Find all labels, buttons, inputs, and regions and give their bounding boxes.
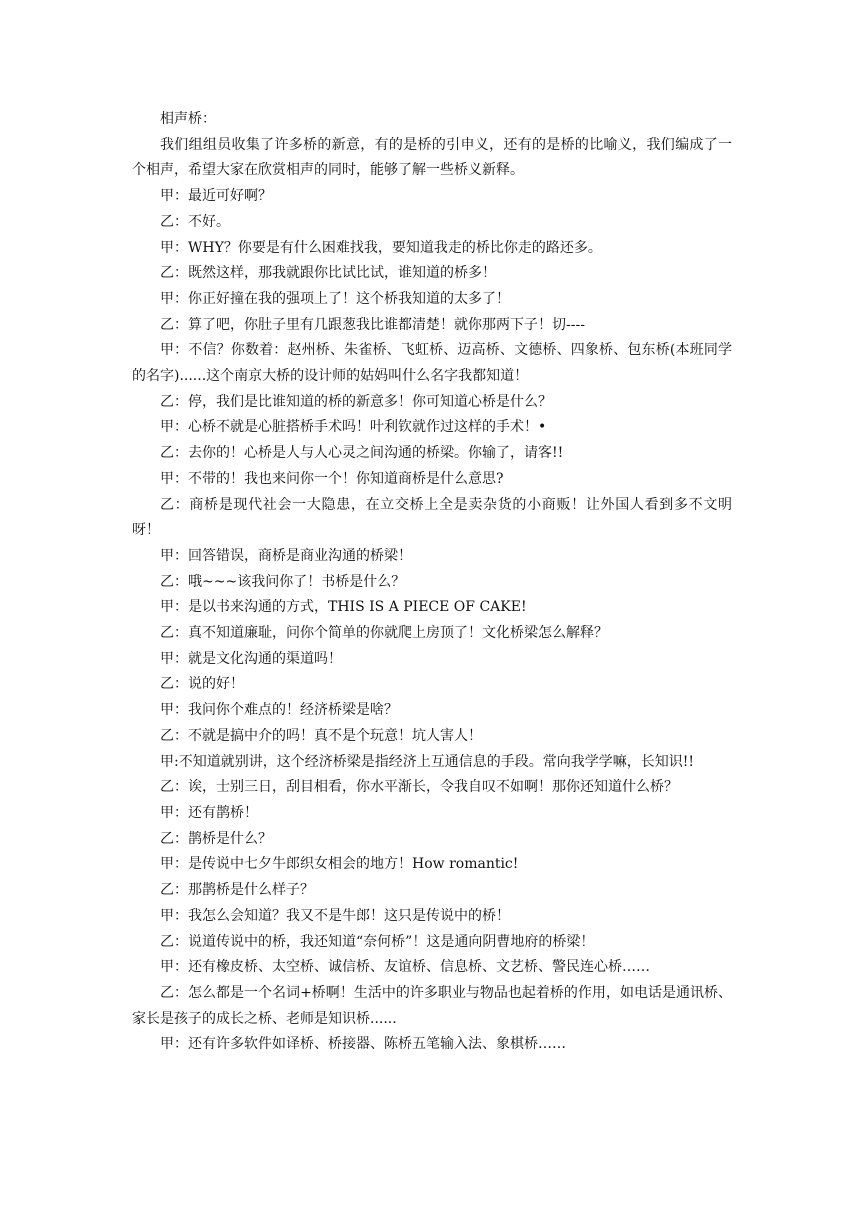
dialogue-paragraph: 乙：鹊桥是什么？ — [160, 830, 272, 847]
dialogue-paragraph: 甲:不知道就别讲，这个经济桥梁是指经济上互通信息的手段。常向我学学嘛，长知识!! — [160, 753, 694, 770]
dialogue-paragraph: 甲：是以书来沟通的方式，THIS IS A PIECE OF CAKE! — [160, 599, 527, 616]
dialogue-paragraph: 甲：还有许多软件如译桥、桥接器、陈桥五笔输入法、象棋桥…… — [160, 1036, 566, 1053]
dialogue-paragraph: 甲：你正好撞在我的强项上了！这个桥我知道的太多了！ — [160, 290, 510, 307]
dialogue-paragraph: 甲：我怎么会知道？我又不是牛郎！这只是传说中的桥！ — [160, 907, 510, 924]
dialogue-paragraph: 甲：我问你个难点的！经济桥梁是啥？ — [160, 702, 398, 719]
document-body — [132, 107, 732, 1058]
dialogue-paragraph: 甲：还有橡皮桥、太空桥、诚信桥、友谊桥、信息桥、文艺桥、警民连心桥…… — [160, 959, 650, 976]
dialogue-paragraph: 甲：WHY？你要是有什么困难找我，要知道我走的桥比你走的路还多。 — [160, 239, 602, 256]
document-title: 相声桥： — [160, 111, 216, 127]
dialogue-paragraph: 乙：怎么都是一个名词+桥啊！生活中的许多职业与物品也起着桥的作用，如电话是通讯桥、家长是孩子的成长之桥、老师是知识桥...... — [132, 984, 732, 1027]
dialogue-paragraph: 甲：不带的！我也来问你一个！你知道商桥是什么意思? — [160, 470, 504, 487]
dialogue-paragraph: 乙：哦~~~该我问你了！书桥是什么？ — [160, 573, 406, 590]
dialogue-paragraph: 甲：回答错误，商桥是商业沟通的桥梁！ — [160, 547, 412, 564]
dialogue-paragraph: 乙：算了吧，你肚子里有几跟葱我比谁都清楚！就你那两下子！切---- — [160, 316, 585, 333]
dialogue-paragraph: 甲：心桥不就是心脏搭桥手术吗！叶利钦就作过这样的手术！• — [160, 419, 547, 436]
dialogue-paragraph: 乙：诶，士别三日，刮目相看，你水平渐长，令我自叹不如啊！那你还知道什么桥？ — [160, 779, 678, 796]
dialogue-paragraph: 乙：真不知道廉耻，问你个简单的你就爬上房顶了！文化桥梁怎么解释？ — [160, 625, 608, 642]
dialogue-paragraph: 乙：说的好！ — [160, 676, 244, 693]
dialogue-paragraph: 乙：商桥是现代社会一大隐患，在立交桥上全是卖杂货的小商贩！让外国人看到多不文明呀！ — [132, 496, 732, 539]
dialogue-paragraph: 乙：停，我们是比谁知道的桥的新意多！你可知道心桥是什么？ — [160, 393, 552, 410]
dialogue-paragraph: 乙：既然这样，那我就跟你比试比试，谁知道的桥多！ — [160, 265, 496, 282]
dialogue-paragraph: 乙：那鹊桥是什么样子？ — [160, 882, 314, 899]
dialogue-paragraph: 我们组组员收集了许多桥的新意，有的是桥的引申义，还有的是桥的比喻义，我们编成了一个相声，希望大家在欣赏相声的同时，能够了解一些桥义新释。 — [132, 136, 732, 179]
dialogue-paragraph: 乙：不好。 — [160, 213, 230, 230]
dialogue-paragraph: 甲：就是文化沟通的渠道吗！ — [160, 650, 342, 667]
dialogue-paragraph: 甲：还有鹊桥！ — [160, 804, 258, 821]
dialogue-paragraph: 乙：不就是搞中介的吗！真不是个玩意！坑人害人！ — [160, 727, 482, 744]
dialogue-paragraph: 乙：去你的！心桥是人与人心灵之间沟通的桥梁。你输了，请客!! — [160, 445, 564, 462]
dialogue-paragraph: 甲：最近可好啊？ — [160, 188, 272, 205]
dialogue-paragraph: 甲：是传说中七夕牛郎织女相会的地方！How romantic! — [160, 856, 519, 873]
dialogue-paragraph: 甲：不信？你数着：赵州桥、朱雀桥、飞虹桥、迈高桥、文德桥、四象桥、包东桥(本班同学的名字)......这个南京大桥的设计师的姑妈叫什么名字我都知道！ — [132, 342, 732, 385]
dialogue-paragraph: 乙：说道传说中的桥，我还知道“奈何桥”！这是通向阴曹地府的桥梁！ — [160, 933, 595, 950]
